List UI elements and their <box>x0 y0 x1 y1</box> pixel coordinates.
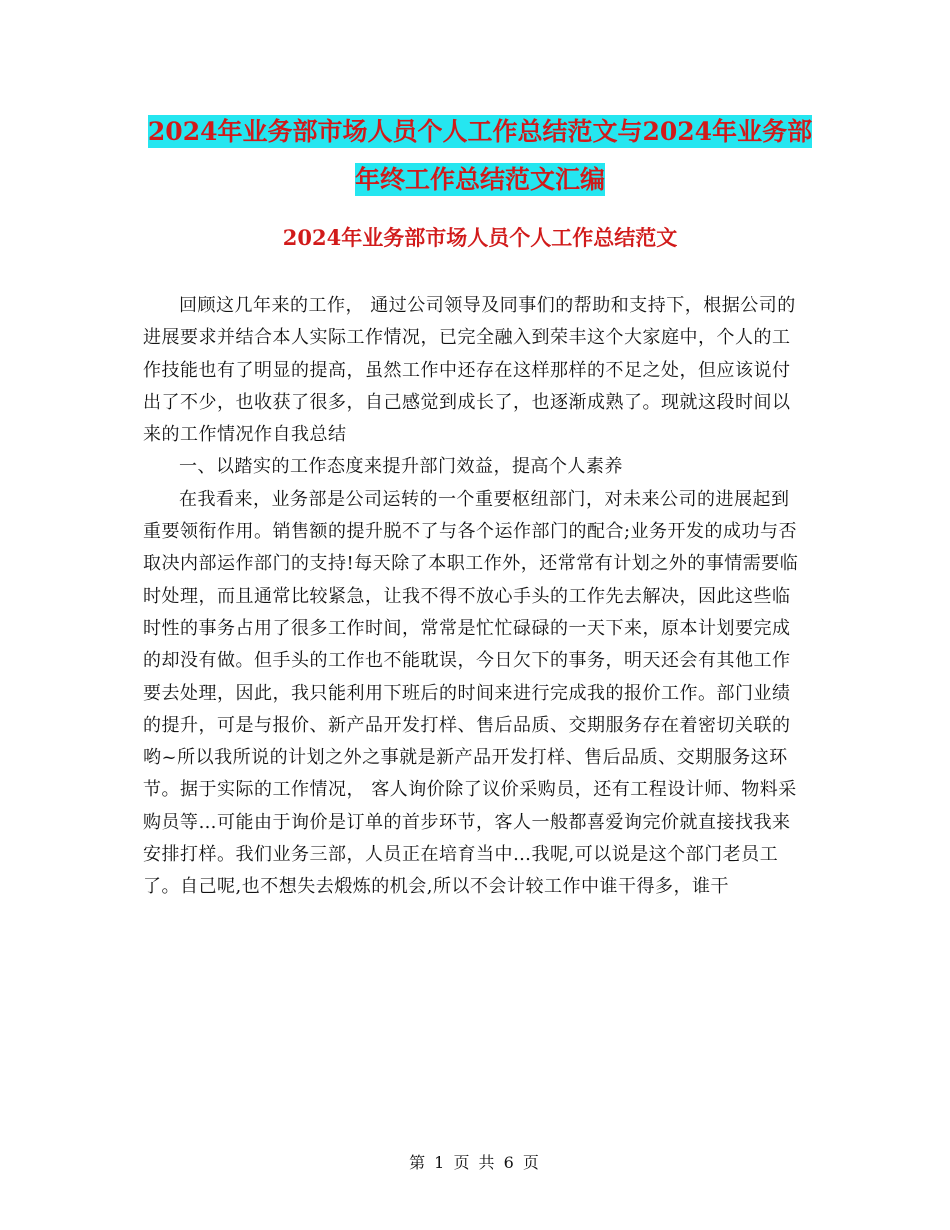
paragraph-main: 在我看来，业务部是公司运转的一个重要枢纽部门，对未来公司的进展起到重要领衔作用。销售额的提升脱不了与各个运作部门的配合;业务开发的成功与否取决内部运作部门的支持!每天除了本职工作外，还常常有计划之外的事情需要临时处理，而且通常比较紧急，让我不得不放心手头的工作先去解决，因此这些临时性的事务占用了很多工作时间，常常是忙忙碌碌的一天下来，原本计划要完成的却没有做。但手头的工作也不能耽误，今日欠下的事务，明天还会有其他工作要去处理，因此，我只能利用下班后的时间来进行完成我的报价工作。部门业绩的提升，可是与报价、新产品开发打样、售后品质、交期服务存在着密切关联的哟~所以我所说的计划之外之事就是新产品开发打样、售后品质、交期服务这环节。据于实际的工作情况， 客人询价除了议价采购员，还有工程设计师、物料采购员等…可能由于询价是订单的首步环节，客人一般都喜爱询完价就直接找我来安排打样。我们业务三部，人员正在培育当中…我呢,可以说是这个部门老员工了。自己呢,也不想失去煅炼的机会,所以不会计较工作中谁干得多，谁干 <box>143 488 799 898</box>
paragraph-heading-1: 一、以踏实的工作态度来提升部门效益，提高个人素养 <box>179 456 623 478</box>
document-title <box>140 108 820 204</box>
page-footer: 第 1 页 共 6 页 <box>409 1153 541 1172</box>
section-title: 2024年业务部市场人员个人工作总结范文 <box>282 225 678 250</box>
document-title-text: 2024年业务部市场人员个人工作总结范文与2024年业务部年终工作总结范文汇编 <box>147 117 813 194</box>
paragraph-intro: 回顾这几年来的工作， 通过公司领导及同事们的帮助和支持下，根据公司的进展要求并结合本人实际工作情况，已完全融入到荣丰这个大家庭中，个人的工作技能也有了明显的提高，虽然工作中还存在这样那样的不足之处，但应该说付出了不少，也收获了很多，自己感觉到成长了，也逐渐成熟了。现就这段时间以来的工作情况作自我总结 <box>143 295 796 446</box>
document-body <box>143 290 803 904</box>
